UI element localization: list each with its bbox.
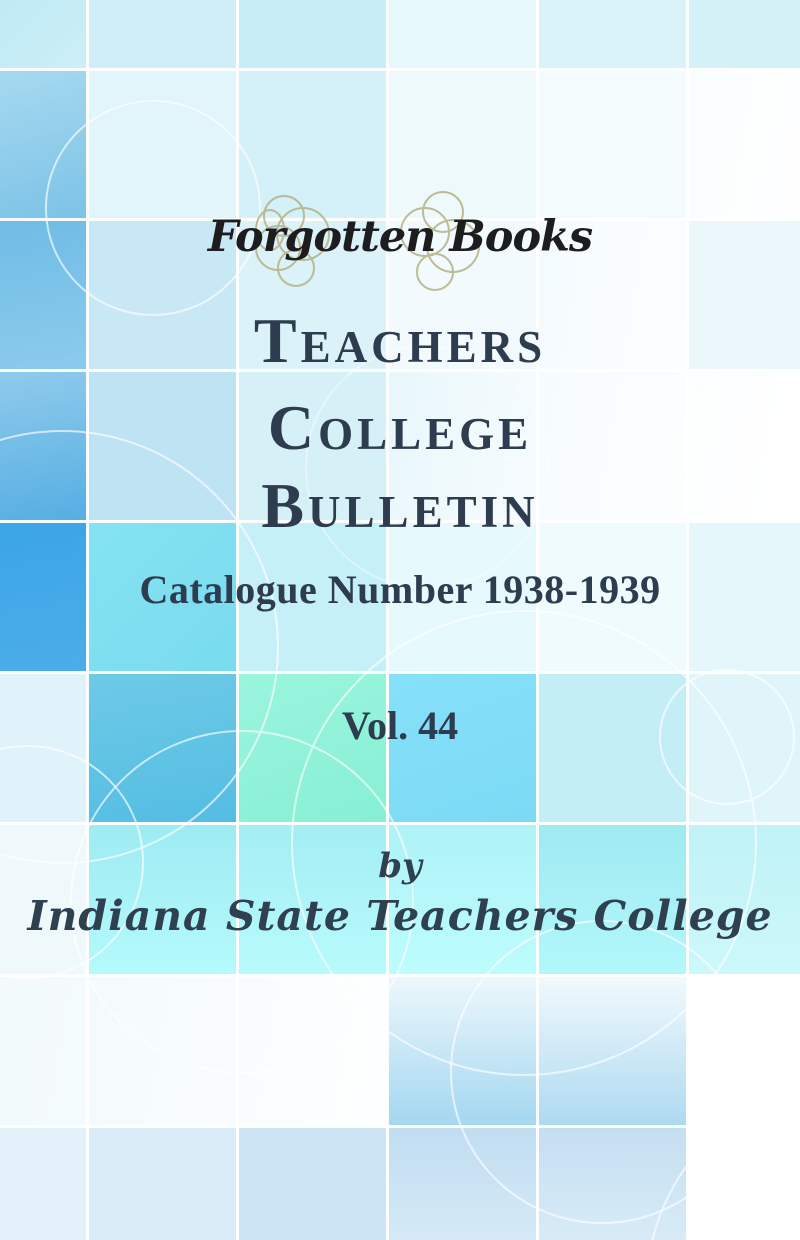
bg-tile (0, 0, 88, 69)
book-title-line-3: Bulletin (261, 470, 539, 541)
bg-tile (88, 1126, 238, 1240)
publisher-logo: Forgotten Books (207, 212, 593, 262)
grid-line (386, 0, 389, 1240)
bg-tile (88, 0, 238, 69)
author-name: Indiana State Teachers College (27, 892, 773, 940)
grid-line (0, 68, 800, 71)
bg-tile (0, 1126, 88, 1240)
grid-line (0, 974, 800, 977)
grid-line (0, 1125, 800, 1128)
grid-line (686, 0, 689, 1240)
book-title-line-2: College (267, 392, 533, 463)
bg-tile (238, 1126, 388, 1240)
grid-line (236, 0, 239, 1240)
byline-prefix: by (378, 846, 422, 886)
bg-tile (238, 0, 388, 69)
grid-line (0, 671, 800, 674)
grid-line (536, 0, 539, 1240)
bg-tile (388, 0, 538, 69)
book-title-line-1: Teachers (253, 305, 547, 376)
circle-ornament (45, 100, 261, 316)
bg-tile (538, 69, 688, 219)
volume-label: Vol. 44 (341, 703, 459, 748)
subtitle: Catalogue Number 1938-1939 (139, 567, 661, 612)
bg-tile (538, 0, 688, 69)
grid-line (0, 822, 800, 825)
bg-tile (688, 0, 800, 69)
grid-line (86, 0, 89, 1240)
